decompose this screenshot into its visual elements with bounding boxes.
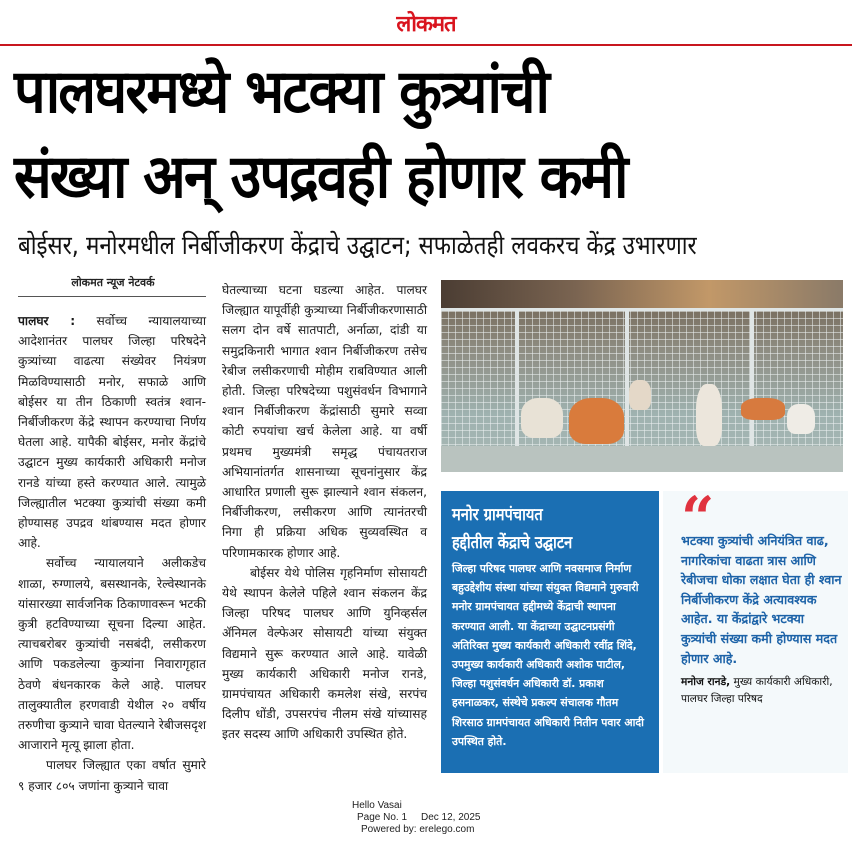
quote-text: भटक्या कुत्र्यांची अनियंत्रित वाढ, नागरिकांचा वाढता त्रास आणि रेबीजचा धोका लक्षात घेता ही श्वान निर्बीजीकरण केंद्रे अत्यावश्यक आहेत. या केंद्रांद्वारे भटक्या कुत्र्यांची संख्या कमी होण्यास मदत होणार आहे. [681, 533, 842, 666]
dog-figure [629, 380, 651, 410]
quote-attribution [681, 674, 842, 708]
masthead-divider [0, 44, 852, 46]
headline-line-2: संख्या अन् उपद्रवही होणार कमी [14, 142, 627, 212]
headline [14, 50, 786, 220]
article-paragraph: घेतल्याच्या घटना घडल्या आहेत. पालघर जिल्ह्यात यापूर्वीही कुत्र्याच्या निर्बीजीकरणासाठी सलग दोन वर्षे सातपाटी, अर्नाळा, दांडी या समुद्रकिनारी भागात श्वान निर्बीजीकरण तसेच रेबीज लसीकरणाची मोहीम राबविण्यात आली होती. जिल्हा परिषदेच्या पशुसंवर्धन विभागाने श्वान निर्बीजीकरण केंद्रांसाठी सुमारे सव्वा कोटी रुपयांचा खर्च केलेला आहे. या वर्षी प्रथमच मुख्यमंत्री समृद्ध पंचायतराज अभियानांतर्गत शासनाच्या सूचनांनुसार केंद्र आधारित प्रणाली सुरू झाल्याने श्वान संकलन, निर्बीजीकरण, लसीकरण आणि त्यानंतरची निगा ही प्रक्रिया अधिक सुव्यवस्थित व परिणामकारक होणार आहे. [222, 283, 427, 560]
headline-line-1: पालघरमध्ये भटक्या कुत्र्यांची [14, 57, 549, 127]
article-paragraph: पालघर : सर्वोच्च न्यायालयाच्या आदेशानंतर पालघर जिल्हा परिषदेने कुत्र्यांच्या वाढत्या संख्येवर नियंत्रण मिळविण्यासाठी मनोर, सफाळे आणि बोईसर या तीन ठिकाणी स्वतंत्र श्वान-निर्बीजीकरण केंद्रे स्थापन करण्याचा निर्णय घेतला आहे. यापैकी बोईसर, मनोर केंद्रांचे उद्घाटन मुख्य कार्यकारी अधिकारी मनोज रानडे यांच्या हस्ते करण्यात आले. त्यामुळे जिल्ह्यातील भटक्या कुत्र्यांची संख्या कमी होण्यासह उपद्रव थांबण्यास मदत होणार आहे. [18, 314, 206, 551]
byline-divider [18, 296, 206, 297]
dateline: पालघर : [18, 314, 76, 328]
dog-figure [787, 404, 815, 434]
dog-figure [521, 398, 563, 438]
powered-by: Powered by: erelego.com [361, 824, 475, 835]
article-column-2 [222, 280, 427, 745]
publication-date: Dec 12, 2025 [421, 812, 481, 823]
article-paragraph: पालघर जिल्ह्यात एका वर्षात सुमारे ९ हजार ८०५ जणांना कुत्र्याने चावा [18, 758, 206, 793]
lokmat-logo: लोकमत [396, 12, 456, 37]
article-column-1 [18, 311, 206, 796]
masthead [0, 0, 852, 45]
page-number: Page No. 1 [357, 812, 408, 823]
quote-mark-icon: “ [681, 484, 715, 552]
sidebar-box-body: जिल्हा परिषद पालघर आणि नवसमाज निर्माण बहुउद्देशीय संस्था यांच्या संयुक्त विद्यमाने गुरुवारी मनोर ग्रामपंचायत हद्दीमध्ये केंद्राची स्थापना करण्यात आली. या केंद्राच्या उद्घाटनप्रसंगी अतिरिक्त मुख्य कार्यकारी अधिकारी रवींद्र शिंदे, उपमुख्य कार्यकारी अधिकारी अशोक पाटील, जिल्हा पशुसंवर्धन अधिकारी डॉ. प्रकाश हसनाळकर, संस्थेचे प्रकल्प संचालक गौतम शिरसाठ ग्रामपंचायत अधिकारी नितीन पवार आदी उपस्थित होते. [452, 562, 644, 748]
dog-figure [696, 384, 722, 446]
dog-figure [741, 398, 785, 420]
byline: लोकमत न्यूज नेटवर्क [71, 276, 155, 289]
news-photo-dogs-in-kennel [441, 280, 843, 472]
dog-figure [569, 398, 624, 444]
pull-quote [663, 484, 848, 773]
sidebar-box-manor-inauguration [441, 491, 659, 773]
subheadline: बोईसर, मनोरमधील निर्बीजीकरण केंद्राचे उद्घाटन; सफाळेतही लवकरच केंद्र उभारणार [18, 231, 697, 261]
article-paragraph: बोईसर येथे पोलिस गृहनिर्माण सोसायटी येथे स्थापन केलेले पहिले श्वान संकलन केंद्र जिल्हा परिषद पालघर आणि युनिव्हर्सल ॲनिमल वेल्फेअर सोसायटी यांच्या संयुक्त विद्यमाने सुरू करण्यात आले आहे. यावेळी मुख्य कार्यकारी अधिकारी मनोज रानडे, ग्रामपंचायत अधिकारी कमलेश संखे, सरपंच दिलीप धोंडी, उपसरपंच नीलम संखे यांच्यासह इतर सदस्य आणि अधिकारी उपस्थित होते. [222, 565, 427, 742]
quote-author: मनोज रानडे, [681, 676, 731, 689]
quote-author-title: मुख्य कार्यकारी अधिकारी, पालघर जिल्हा परिषद [681, 676, 833, 706]
article-paragraph: सर्वोच्च न्यायालयाने अलीकडेच शाळा, रुग्णालये, बसस्थानके, रेल्वेस्थानके यांसारख्या सार्वजनिक ठिकाणावरून भटकी कुत्री हटविण्याच्या सूचना दिल्या आहेत. त्याचबरोबर कुत्र्यांची नसबंदी, लसीकरण आणि पकडलेल्या कुत्र्यांना निवारागृहात ठेवणे बंधनकारक केले आहे. पालघर तालुक्यातील हरणवाडी येथील २० वर्षीय तरुणीचा कुत्र्याने चावा घेतल्याने रेबीजसदृश आजाराने मृत्यू झाला होता. [18, 556, 206, 753]
edition-name: Hello Vasai [352, 800, 402, 811]
sidebar-box-title: मनोर ग्रामपंचायत हद्दीतील केंद्राचे उद्घाटन [452, 505, 573, 553]
